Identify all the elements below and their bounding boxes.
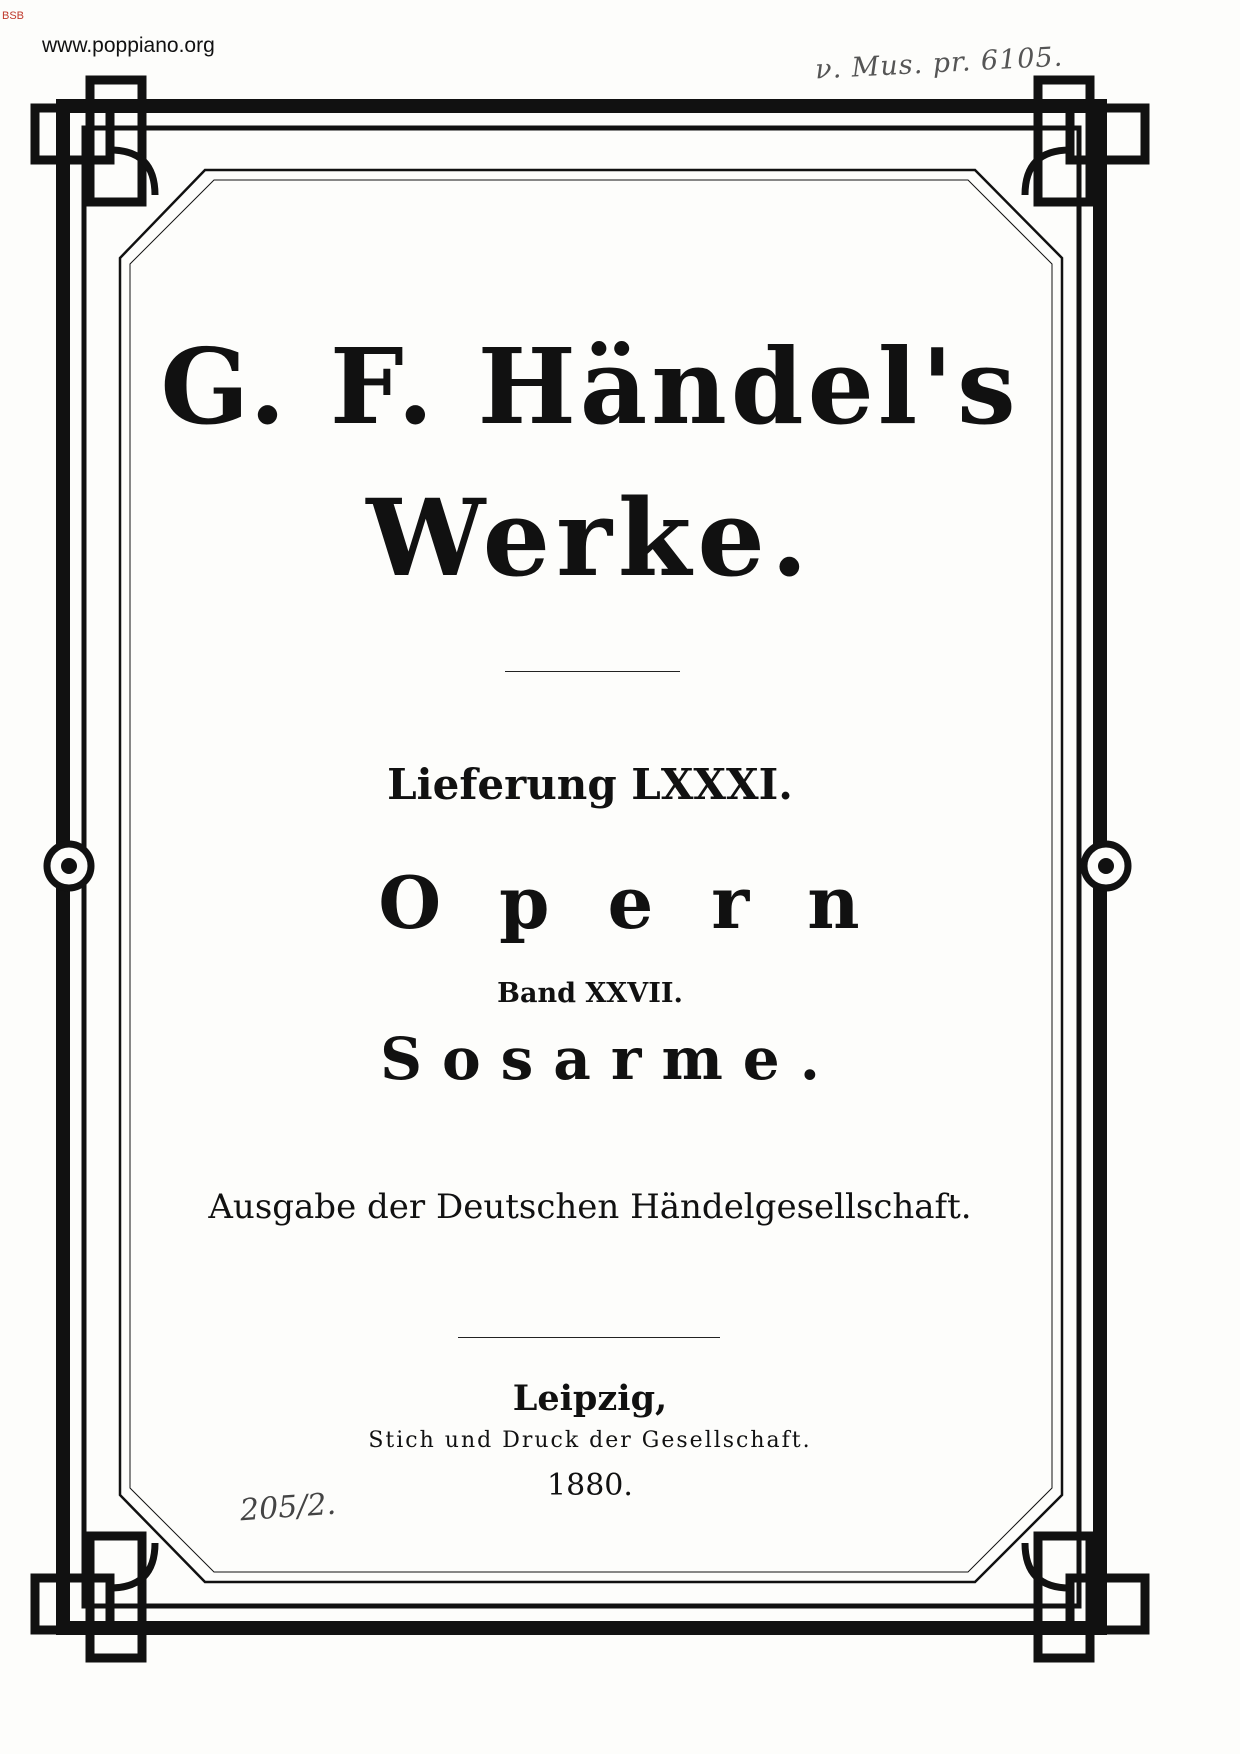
imprint-place: Leipzig, (512, 1378, 668, 1419)
shelfmark-handwritten: ν. Mus. pr. 6105. (814, 41, 1064, 86)
main-title-line2: Werke. (366, 475, 814, 600)
volume-number: Band XXVII. (497, 978, 683, 1009)
work-title: Sosarme. (380, 1025, 840, 1093)
title-rule (505, 671, 680, 672)
handwritten-annotation: 205/2. (238, 1486, 338, 1529)
category-heading: Opern (378, 860, 918, 945)
imprint-year: 1880. (547, 1468, 633, 1503)
imprint-rule (458, 1337, 720, 1338)
site-watermark: www.poppiano.org (42, 34, 215, 57)
corner-ornament-tl (35, 80, 155, 202)
library-stamp: BSB (2, 10, 25, 22)
lieferung-number: Lieferung LXXXI. (387, 760, 793, 809)
main-title-line1: G. F. Händel's (160, 325, 1020, 448)
edition-line: Ausgabe der Deutschen Händelgesellschaft. (208, 1187, 972, 1227)
imprint-printer: Stich und Druck der Gesellschaft. (368, 1428, 812, 1453)
